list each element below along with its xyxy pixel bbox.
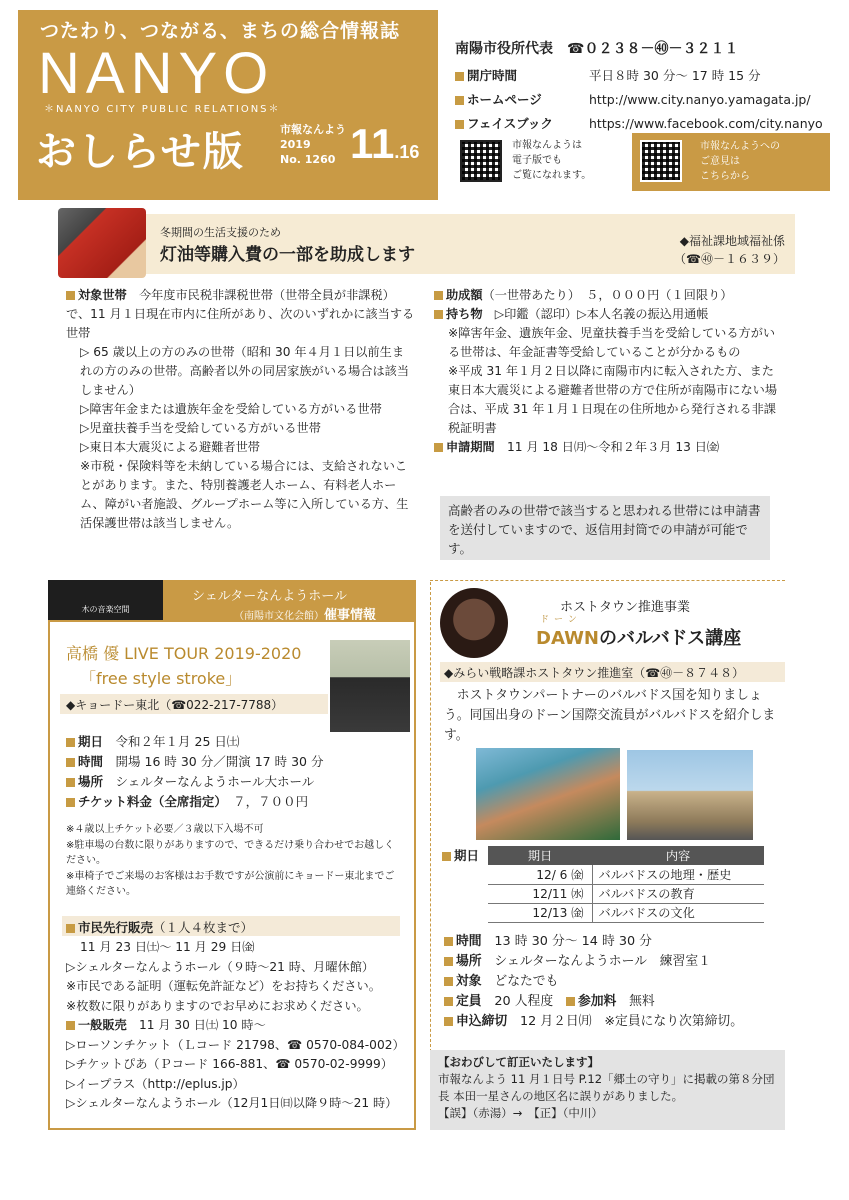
kerosene-can-photo [58,208,146,278]
dawn-subtitle: ホストタウン推進事業 [560,600,691,615]
issue-name: 市報なんよう [280,123,346,136]
issue-date: 11.16 [350,120,420,167]
oil-note: 高齢者のみの世帯で該当すると思われる世帯には申請書を送付していますので、返信用封筒での申請が可能です。 [440,496,770,560]
list-item: ※障害年金、遺族年金、児童扶養手当を受給している方がいる世帯は、年金証書等受給していることが分かるもの [448,326,776,359]
table-row: 12/ 6 ㈮ バルバドスの地理・歴史 [488,865,764,884]
edition-title: おしらせ版 [36,129,245,175]
artist-photo [330,640,410,732]
tagline: つたわり、つながる、まちの総合情報誌 [40,20,401,42]
table-row: 12/13 ㈮ バルバドスの文化 [488,903,764,922]
presale-details: 11 月 23 日㈯～ 11 月 29 日㈮ ▷シェルターなんようホール（９時～21 時、月曜休館） ※市民である証明（運転免許証など）をお持ちください。 ※枚数に限りがありますのでお早めにお求めください。 一般販売 11 月 30 日㈯ 10 時～ ▷ローソンチケット（Ｌコード 21798、☎ 0570-084-002） ▷チケットぴあ（Ｐコード 166-881、☎ 0570-02-9999） ▷イープラス（http://eplus.jp） ▷シェルターなんようホール（12月1日㈰以降９時～21 時） [66,940,405,1110]
issue-number: No. 1260 [280,153,336,166]
building-photo [627,750,753,840]
shelter-name: シェルターなんようホール [192,589,347,604]
schedule-table: 期日 内容 12/ 6 ㈮ バルバドスの地理・歴史 12/11 ㈬ バルバドスの教育 12/13 ㈮ バルバドスの文化 [488,846,764,923]
facebook-link[interactable]: フェイスブック https://www.facebook.com/city.nanyo [455,114,835,132]
list-item: ▷障害年金または遺族年金を受給している方がいる世帯 [80,402,382,416]
qr-feedback-text: 市報なんようへの ご意見は こちらから [700,141,780,182]
dawn-ruby: ドーン [540,615,582,625]
list-item: ※市税・保険料等を未納している場合には、支給されないことがあります。また、特別養護老人ホーム、有料老人ホーム、障がい者施設、グループホーム等に入所している方、生活保護世帯は該当しません。 [80,459,409,530]
qr-code-icon[interactable] [460,140,502,182]
homepage-link[interactable]: ホームページ http://www.city.nanyo.yamagata.jp/ [455,90,835,108]
logo-subtitle: ＊NANYO CITY PUBLIC RELATIONS＊ [44,104,281,115]
dawn-period-label: 期日 [442,846,479,864]
qr-digital-text: 市報なんようは 電子版でも ご覧になれます。 [512,140,592,181]
issue-info [280,122,346,167]
live-title: 高橋 優 LIVE TOUR 2019-2020 [66,644,302,663]
event-notes: ※４歳以上チケット必要／３歳以下入場不可 ※駐車場の台数に限りがありますので、できるだけ乗り合わせでお越しください。 ※車椅子でご来場のお客様はお手数ですが公演前にキョードー東北までご連絡ください。 [66,824,395,897]
shelter-logo: 木の音楽空間 [48,580,163,620]
oil-eligibility: 対象世帯 今年度市民税非課税世帯（世帯全員が非課税）で、11 月１日現在市内に住所があり、次のいずれかに該当する世帯 ▷ 65 歳以上の方のみの世帯（昭和 30 年４月１日以前生まれの方のみの世帯。高齢者以外の同居家族がいる場合は該当しません） ▷障害年金または遺族年金を受給している方がいる世帯 ▷児童扶養手当を受給している方がいる世帯 ▷東日本大震災による避難者世帯 ※市税・保険料等を未納している場合には、支給されないことがあります。また、特別養護老人ホーム、有料老人ホーム、障がい者施設、グループホーム等に入所している方、生活保護世帯は該当しません。 [66,286,416,533]
nanyo-logo: NANYO [38,41,275,106]
correction-notice: 【おわびして訂正いたします】 市報なんよう 11 月１日号 P.12「郷土の守り」に掲載の第８分団長 本田一星さんの地区名に誤りがありました。 【誤】（赤湯）→ 【正】（中川） [430,1050,785,1130]
dawn-department: ◆みらい戦略課ホストタウン推進室（☎㊵－８７４８） [440,662,785,682]
table-row: 12/11 ㈬ バルバドスの教育 [488,884,764,903]
list-item: ※平成 31 年１月２日以降に南陽市内に転入された方、また東日本大震災による避難者世帯の方で住所が南陽市にない場合は、平成 31 年１月１日現在の住所地から発行される非課税証明書 [448,364,778,435]
event-details: 期日 令和２年１月 25 日㈯ 時間 開場 16 時 30 分／開演 17 時 30 分 場所 シェルターなんようホール大ホール チケット料金（全席指定） ７，７００円 [66,732,406,812]
oil-title: 灯油等購入費の一部を助成します [160,245,415,265]
dawn-illustration [440,588,508,658]
dawn-title: DAWNのバルバドス講座 [536,628,742,649]
presale-header: 市民先行販売（１人４枚まで） [62,916,400,936]
dawn-intro: ホストタウンパートナーのバルバドス国を知りましょう。同国出身のドーン国際交流員がバルバドスを紹介します。 [444,688,776,743]
list-item: ▷児童扶養手当を受給している方がいる世帯 [80,421,321,435]
list-item: ▷東日本大震災による避難者世帯 [80,440,260,454]
list-item: ▷ 65 歳以上の方のみの世帯（昭和 30 年４月１日以前生まれの方のみの世帯。高齢者以外の同居家族がいる場合は該当しません） [80,345,410,397]
contact-block [455,38,835,138]
promoter-contact: ◆キョードー東北（☎022-217-7788） [60,694,328,714]
carnival-photo [476,748,620,840]
issue-year: 2019 [280,138,311,151]
oil-subtitle: 冬期間の生活支援のため [160,226,281,239]
office-hours: 開庁時間 平日８時 30 分～ 17 時 15 分 [455,66,835,84]
live-subtitle: 「free style stroke」 [80,669,242,688]
qr-code-icon[interactable] [640,140,682,182]
city-hall-phone: 南陽市役所代表 ☎０２３８－㊵－３２１１ [455,41,739,57]
shelter-subtitle: （南陽市文化会館）催事情報 [234,608,377,623]
oil-department: ◆福祉課地域福祉係 （☎㊵－１６３９） [674,234,785,266]
dawn-details: 時間 13 時 30 分～ 14 時 30 分 場所 シェルターなんようホール 練習室１ 対象 どなたでも 定員 20 人程度 参加料 無料 申込締切 12 月２日㈪ ※定員になり次第締切。 [444,932,784,1032]
oil-details: 助成額（一世帯あたり） ５，０００円（１回限り） 持ち物 ▷印鑑（認印）▷本人名義の振込用通帳 ※障害年金、遺族年金、児童扶養手当を受給している方がいる世帯は、年金証書等受給していることが分かるもの ※平成 31 年１月２日以降に南陽市内に転入された方、また東日本大震災による避難者世帯の方で住所が南陽市にない場合は、平成 31 年１月１日現在の住所地から発行される非課税証明書 申請期間 11 月 18 日㈪～令和２年３月 13 日㈮ [434,286,784,457]
